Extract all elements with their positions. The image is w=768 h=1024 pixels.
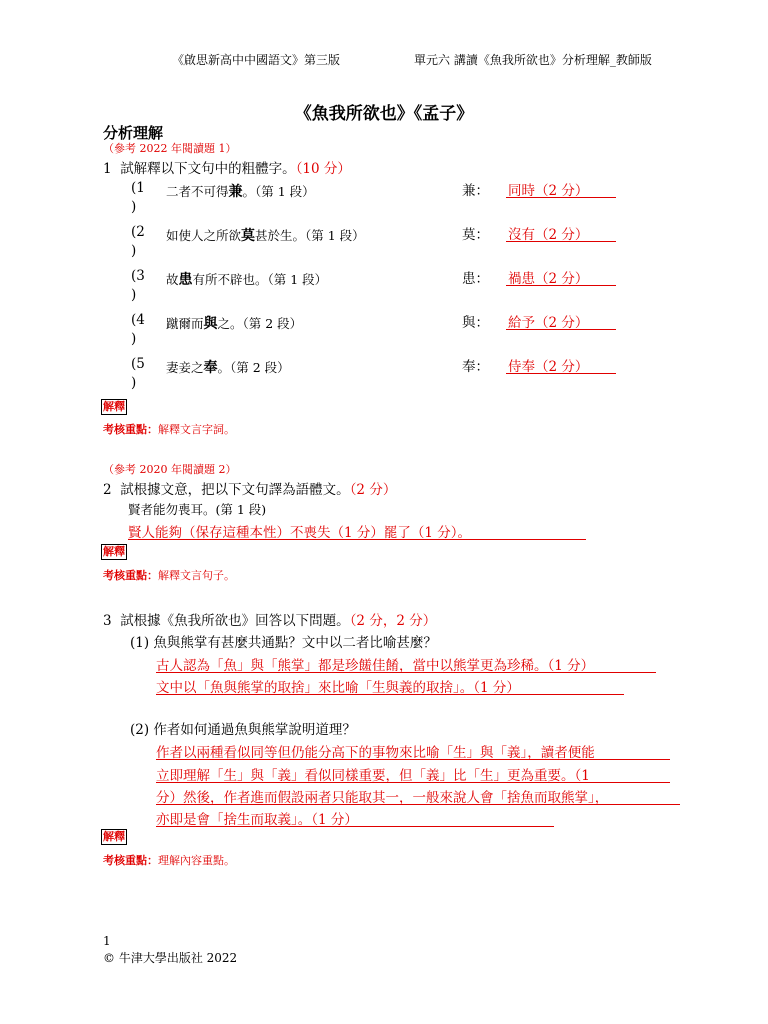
q1-item-bold-char: 奉 [203, 360, 218, 376]
q1-item-sentence [166, 181, 315, 201]
section-heading: 分析理解 [103, 124, 164, 142]
q3-sub1-answer-line-1: 古人認為「魚」與「熊掌」都是珍饈佳餚，當中以熊掌更為珍稀。（1 分） [156, 658, 595, 674]
q1-item-sentence-post: 之。（第 2 段） [217, 316, 303, 331]
q1-item-target-char: 患： [462, 271, 489, 287]
q1-focus [103, 421, 235, 437]
q1-item-number-close: ) [131, 243, 137, 259]
q1-item-answer-underline [506, 329, 616, 330]
q3-sub2-underline-2 [156, 782, 670, 783]
q3-sub2-answer-line-3: 分）然後，作者進而假設兩者只能取其一，一般來說人會「捨魚而取熊掌」， [156, 790, 609, 806]
q2-answer: 賢人能夠（保存這種本性）不喪失（1 分）罷了（1 分）。 [128, 525, 472, 541]
q1-item-answer: 侍奉（2 分） [508, 359, 589, 375]
q3-text: 試根據《魚我所欲也》回答以下問題。 [120, 613, 350, 629]
q3-sub2-answer-line-2: 立即理解「生」與「義」看似同樣重要，但「義」比「生」更為重要。（1 [156, 768, 590, 784]
q1-item-number: (5 [131, 356, 145, 372]
q1-item-sentence-post: 有所不辟也。（第 1 段） [192, 272, 328, 287]
q1-item-number-close: ) [131, 375, 137, 391]
q1-item-sentence [166, 357, 290, 377]
q3-sub2-underline-4 [156, 826, 554, 827]
q1-item-target-char: 奉： [462, 359, 489, 375]
footer-page-number: 1 [103, 934, 111, 948]
q1-item-number-close: ) [131, 199, 137, 215]
q1-item-sentence-pre: 妻妾之 [166, 360, 204, 375]
q3-focus [103, 852, 235, 868]
q3-sub1-answer-line-2: 文中以「魚與熊掌的取捨」來比喻「生與義的取捨」。（1 分） [156, 680, 520, 696]
q1-item-number: (2 [131, 224, 145, 240]
q2-marks: （2 分） [349, 482, 397, 498]
header-book-title: 《啟思新高中中國語文》第三版 [172, 53, 341, 67]
q1-item-answer-underline [506, 285, 616, 286]
q1-item-answer-underline [506, 197, 616, 198]
q1-number: 1 [103, 161, 112, 177]
q3-sub1-text: 魚與熊掌有甚麼共通點？文中以二者比喻甚麼？ [153, 635, 437, 651]
q1-item-answer-underline [506, 241, 616, 242]
q1-item-bold-char: 兼 [228, 184, 243, 200]
q1-item-sentence-post: 。（第 2 段） [217, 360, 290, 375]
q3-sub2-label: (2) [130, 722, 150, 738]
q1-item-number-close: ) [131, 287, 137, 303]
document-title: 《魚我所欲也》《孟子》 [294, 104, 474, 124]
q1-item-sentence-post: 。（第 1 段） [242, 184, 315, 199]
q1-item-number: (3 [131, 268, 145, 284]
q2-focus-text: 解釋文言句子。 [158, 569, 235, 582]
q3-marks: （2 分，2 分） [349, 613, 437, 629]
q3-sub1-question [130, 631, 437, 651]
q1-stem [103, 157, 351, 177]
q3-focus-label: 考核重點： [103, 854, 158, 867]
q3-number: 3 [103, 613, 112, 629]
q1-item-sentence [166, 269, 327, 289]
q2-focus [103, 567, 235, 583]
q3-sub2-question [130, 718, 356, 738]
q1-item-answer: 禍患（2 分） [508, 271, 589, 287]
q2-number: 2 [103, 482, 112, 498]
q2-stem [103, 478, 396, 498]
q3-sub2-answer-line-4: 亦即是會「捨生而取義」。（1 分） [156, 812, 358, 828]
q1-reference: （參考 2022 年閱讀題 1） [103, 142, 237, 155]
q3-sub2-underline-1 [156, 759, 670, 760]
q1-item-number: (4 [131, 312, 145, 328]
q3-sub2-answer-line-1: 作者以兩種看似同等但仍能分高下的事物來比喻「生」與「義」，讀者便能 [156, 745, 595, 761]
q2-text: 試根據文意，把以下文句譯為語體文。 [120, 482, 350, 498]
q2-reference: （參考 2020 年閱讀題 2） [103, 463, 237, 476]
q1-item-bold-char: 患 [178, 272, 193, 288]
q1-focus-label: 考核重點： [103, 423, 158, 436]
q1-item-number-close: ) [131, 331, 137, 347]
header-unit-title: 單元六 講讀《魚我所欲也》分析理解_教師版 [414, 53, 652, 67]
q1-item-sentence-pre: 二者不可得 [166, 184, 229, 199]
footer-copyright: © 牛津大學出版社 2022 [103, 951, 238, 965]
q3-sub2-text: 作者如何通過魚與熊掌說明道理？ [153, 722, 356, 738]
q1-explain-badge: 解釋 [103, 400, 125, 413]
q1-marks: （10 分） [295, 161, 351, 177]
q3-explain-badge: 解釋 [103, 830, 125, 843]
q3-focus-text: 理解內容重點。 [158, 854, 235, 867]
q1-item-bold-char: 與 [203, 316, 218, 332]
q1-item-answer-underline [506, 373, 616, 374]
q1-item-sentence-post: 甚於生。（第 1 段） [255, 228, 365, 243]
q1-item-target-char: 莫： [462, 227, 489, 243]
q1-item-target-char: 與： [462, 315, 489, 331]
q2-answer-underline [128, 539, 586, 540]
q3-sub1-label: (1) [130, 635, 150, 651]
q1-item-sentence-pre: 如使人之所欲 [166, 228, 242, 243]
q2-focus-label: 考核重點： [103, 569, 158, 582]
q1-item-sentence-pre: 蹴爾而 [166, 316, 204, 331]
q1-item-answer: 沒有（2 分） [508, 227, 589, 243]
q1-text: 試解釋以下文句中的粗體字。 [120, 161, 296, 177]
q3-stem [103, 609, 436, 629]
q1-item-bold-char: 莫 [241, 228, 256, 244]
q1-item-target-char: 兼： [462, 183, 489, 199]
q3-sub1-underline-2 [156, 694, 624, 695]
q1-item-answer: 同時（2 分） [508, 183, 589, 199]
q3-sub1-underline-1 [156, 672, 656, 673]
q3-sub2-underline-3 [156, 804, 680, 805]
q1-focus-text: 解釋文言字詞。 [158, 423, 235, 436]
q1-item-sentence [166, 313, 302, 333]
q1-item-number: (1 [131, 180, 145, 196]
q2-quote: 賢者能勿喪耳。(第 1 段) [128, 502, 267, 517]
q1-item-sentence-pre: 故 [166, 272, 179, 287]
q1-item-sentence [166, 225, 365, 245]
q1-item-answer: 給予（2 分） [508, 315, 589, 331]
q2-explain-badge: 解釋 [103, 545, 125, 558]
